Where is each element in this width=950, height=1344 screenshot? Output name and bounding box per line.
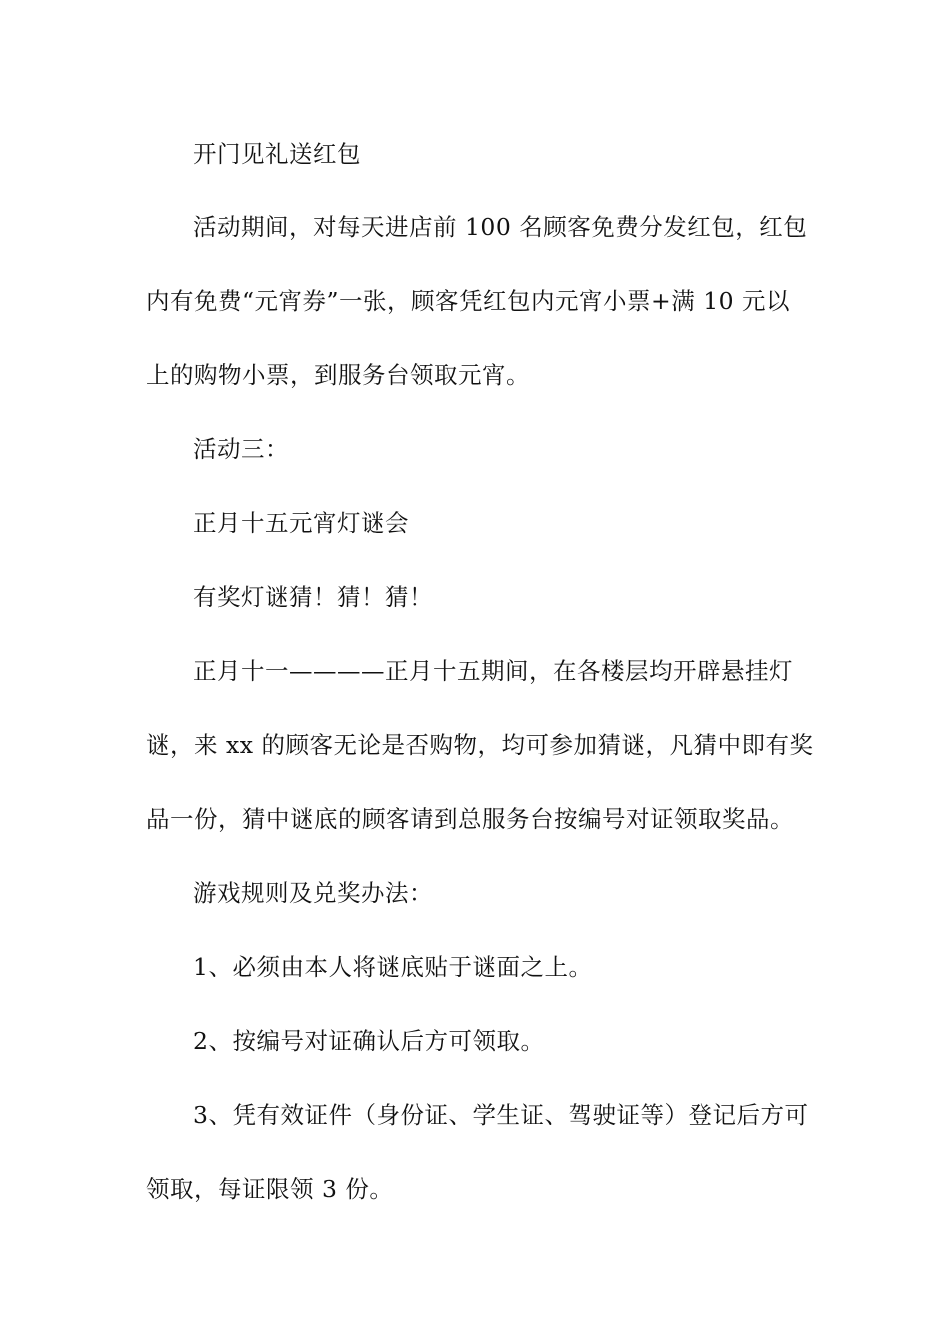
rule-item-3-continued: 领取，每证限领 3 份。: [146, 1175, 394, 1203]
paragraph-line: 谜，来 xx 的顾客无论是否购物，均可参加猜谜，凡猜中即有奖: [146, 731, 814, 759]
paragraph-heading-rules: 游戏规则及兑奖办法：: [193, 879, 433, 907]
paragraph-line: 上的购物小票，到服务台领取元宵。: [146, 361, 530, 389]
paragraph-line: 内有免费“元宵券”一张，顾客凭红包内元宵小票+满 10 元以: [146, 287, 791, 315]
rule-item-3: 3、凭有效证件（身份证、学生证、驾驶证等）登记后方可: [193, 1101, 809, 1129]
paragraph-line: 品一份，猜中谜底的顾客请到总服务台按编号对证领取奖品。: [146, 805, 794, 833]
section-heading-activity-three: 活动三：: [193, 435, 289, 463]
rule-item-1: 1、必须由本人将谜底贴于谜面之上。: [193, 953, 593, 981]
rule-item-2: 2、按编号对证确认后方可领取。: [193, 1027, 545, 1055]
paragraph-line: 正月十一————正月十五期间，在各楼层均开辟悬挂灯: [193, 657, 793, 685]
paragraph-line: 活动期间，对每天进店前 100 名顾客免费分发红包，红包: [193, 213, 808, 241]
paragraph-heading-lantern-riddles: 正月十五元宵灯谜会: [193, 509, 409, 537]
paragraph-heading-red-envelope: 开门见礼送红包: [193, 140, 361, 168]
paragraph-heading-guess: 有奖灯谜猜！猜！猜！: [193, 583, 433, 611]
